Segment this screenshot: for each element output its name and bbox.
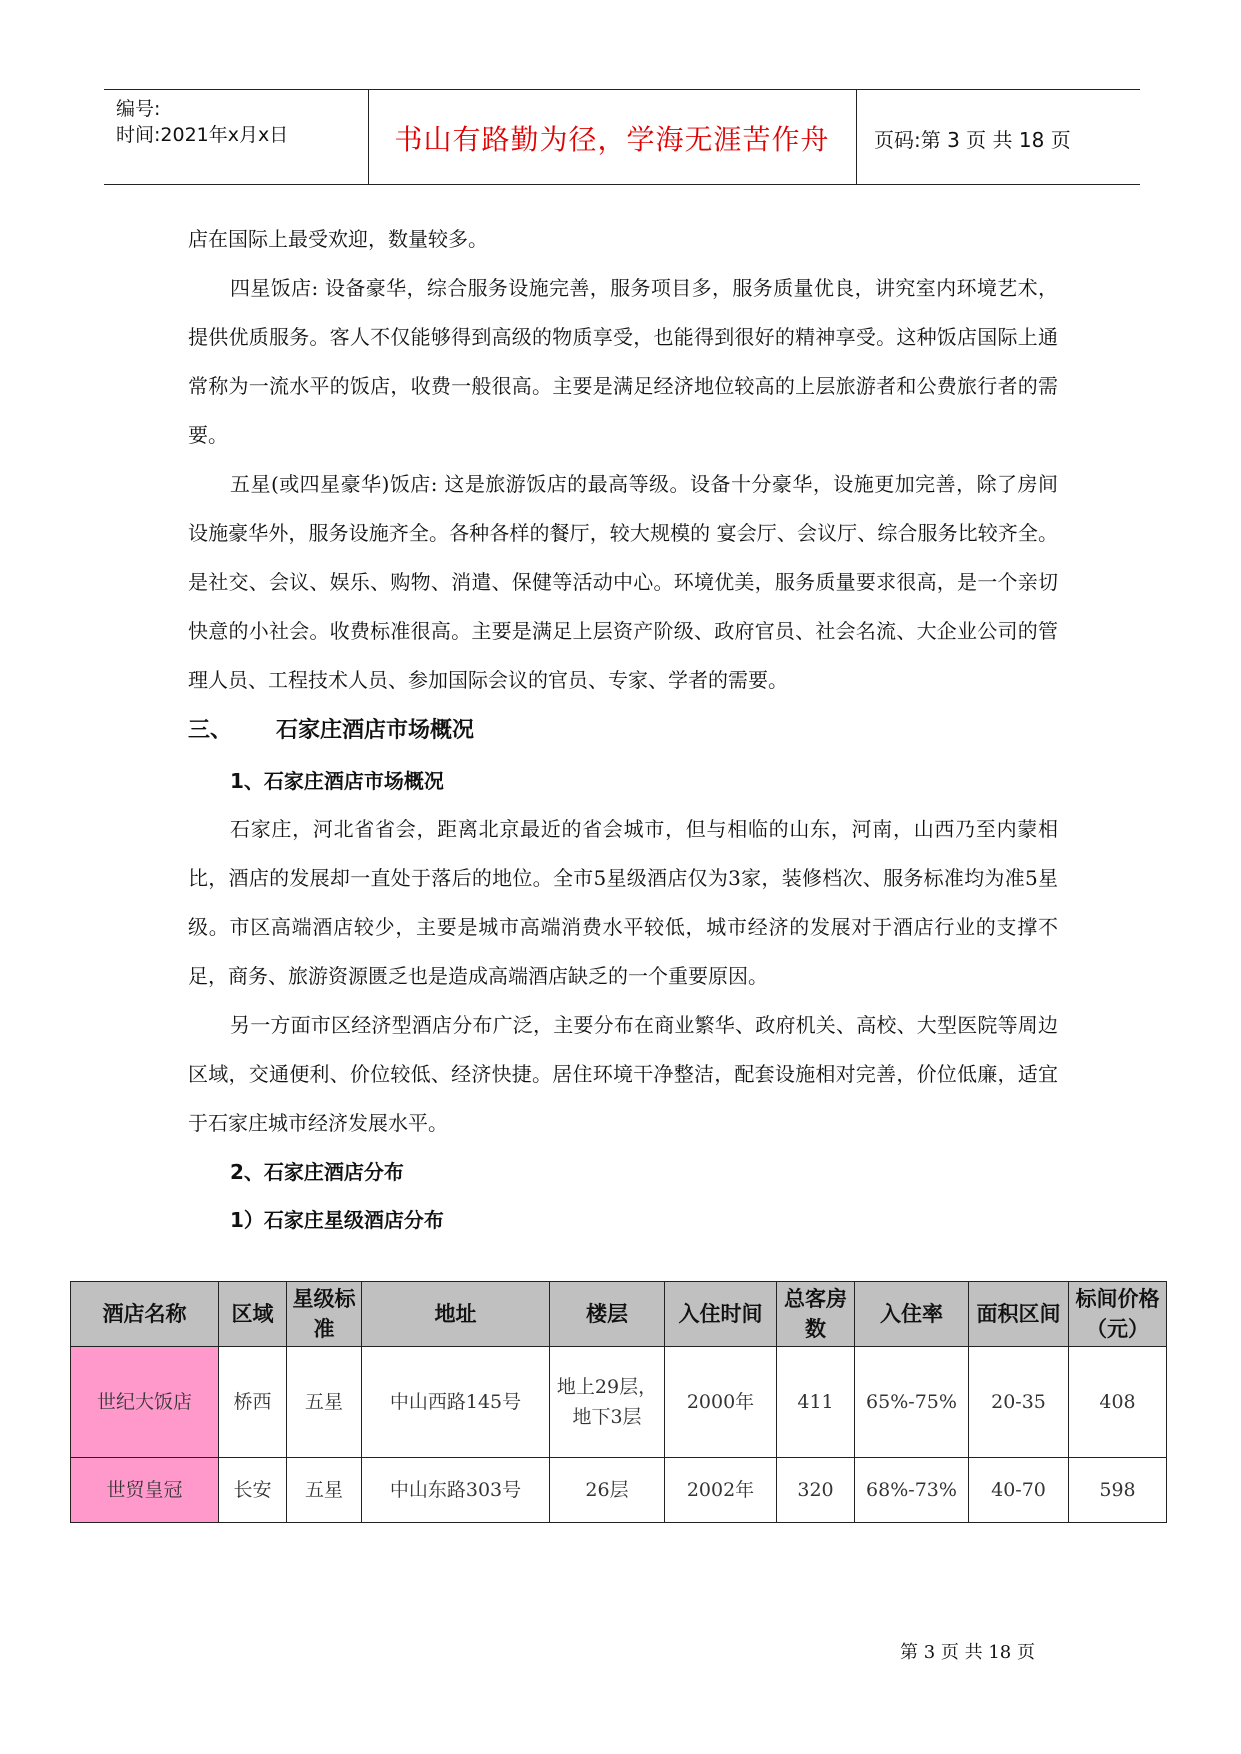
cell-rooms: 411 (777, 1347, 855, 1458)
cell-district: 长安 (219, 1458, 287, 1523)
col-header-district: 区域 (219, 1282, 287, 1347)
col-header-address: 地址 (362, 1282, 550, 1347)
col-header-floors: 楼层 (550, 1282, 665, 1347)
col-header-star: 星级标准 (287, 1282, 362, 1347)
col-header-area: 面积区间 (969, 1282, 1069, 1347)
cell-area: 40-70 (969, 1458, 1069, 1523)
table-row (71, 1458, 1167, 1523)
cell-area: 20-35 (969, 1347, 1069, 1458)
section-heading-3 (188, 705, 1058, 757)
header-motto-cell (368, 90, 857, 184)
cell-occupancy: 65%-75% (855, 1347, 969, 1458)
paragraph-market-overview: 石家庄，河北省省会，距离北京最近的省会城市，但与相临的山东，河南，山西乃至内蒙相比，酒店的发展却一直处于落后的地位。全市5星级酒店仅为3家，装修档次、服务标准均为准5星级。市区高端酒店较少，主要是城市高端消费水平较低，城市经济的发展对于酒店行业的支撑不足，商务、旅游资源匮乏也是造成高端酒店缺乏的一个重要原因。 (188, 817, 1058, 988)
hotel-table (70, 1281, 1167, 1523)
col-header-rooms: 总客房数 (777, 1282, 855, 1347)
header-meta (104, 90, 369, 184)
cell-address: 中山西路145号 (362, 1347, 550, 1458)
cell-opened: 2000年 (665, 1347, 777, 1458)
subsection-heading-1: 1、石家庄酒店市场概况 (230, 769, 444, 793)
header-motto: 书山有路勤为径，学海无涯苦作舟 (394, 123, 830, 156)
page-footer: 第 3 页 共 18 页 (900, 1642, 1035, 1663)
paragraph-economy-hotels: 另一方面市区经济型酒店分布广泛，主要分布在商业繁华、政府机关、高校、大型医院等周边区域，交通便利、价位较低、经济快捷。居住环境干净整洁，配套设施相对完善，价位低廉，适宜于石家庄城市经济发展水平。 (188, 1013, 1058, 1135)
col-header-opened: 入住时间 (665, 1282, 777, 1347)
paragraph-four-star: 四星饭店: 设备豪华，综合服务设施完善，服务项目多，服务质量优良，讲究室内环境艺术，提供优质服务。客人不仅能够得到高级的物质享受，也能得到很好的精神享受。这种饭店国际上通常称为一流水平的饭店，收费一般很高。主要是满足经济地位较高的上层旅游者和公费旅行者的需要。 (188, 276, 1058, 447)
cell-price: 598 (1069, 1458, 1167, 1523)
cell-rooms: 320 (777, 1458, 855, 1523)
section-number: 三、 (188, 718, 233, 743)
page-header (104, 89, 1140, 185)
cell-hotel-name: 世纪大饭店 (71, 1347, 219, 1458)
cell-floors: 26层 (550, 1458, 665, 1523)
doc-time-label: 时间:2021年x月x日 (116, 124, 289, 146)
subsection-heading-2-1: 1）石家庄星级酒店分布 (230, 1208, 444, 1232)
doc-number-label: 编号: (116, 98, 161, 120)
subsection-heading-2: 2、石家庄酒店分布 (230, 1160, 404, 1184)
table-row (71, 1347, 1167, 1458)
header-page-cell (856, 90, 1140, 184)
cell-star: 五星 (287, 1458, 362, 1523)
cell-star: 五星 (287, 1347, 362, 1458)
cell-occupancy: 68%-73% (855, 1458, 969, 1523)
cell-address: 中山东路303号 (362, 1458, 550, 1523)
header-page-number: 页码:第 3 页 共 18 页 (874, 128, 1071, 152)
col-header-name: 酒店名称 (71, 1282, 219, 1347)
table-header-row (71, 1282, 1167, 1347)
cell-district: 桥西 (219, 1347, 287, 1458)
cell-hotel-name: 世贸皇冠 (71, 1458, 219, 1523)
cell-floors: 地上29层，地下3层 (550, 1347, 665, 1458)
section-title: 石家庄酒店市场概况 (276, 718, 475, 743)
cell-price: 408 (1069, 1347, 1167, 1458)
paragraph-continuation: 店在国际上最受欢迎，数量较多。 (188, 227, 488, 251)
col-header-price: 标间价格（元） (1069, 1282, 1167, 1347)
document-body (188, 215, 1058, 1244)
cell-opened: 2002年 (665, 1458, 777, 1523)
col-header-occupancy: 入住率 (855, 1282, 969, 1347)
paragraph-five-star: 五星(或四星豪华)饭店: 这是旅游饭店的最高等级。设备十分豪华，设施更加完善，除了房间设施豪华外，服务设施齐全。各种各样的餐厅，较大规模的 宴会厅、会议厅、综合服务比较齐全。是社交、会议、娱乐、购物、消遣、保健等活动中心。环境优美，服务质量要求很高，是一个亲切快意的小社会。收费标准很高。主要是满足上层资产阶级、政府官员、社会名流、大企业公司的管理人员、工程技术人员、参加国际会议的官员、专家、学者的需要。 (188, 472, 1058, 692)
